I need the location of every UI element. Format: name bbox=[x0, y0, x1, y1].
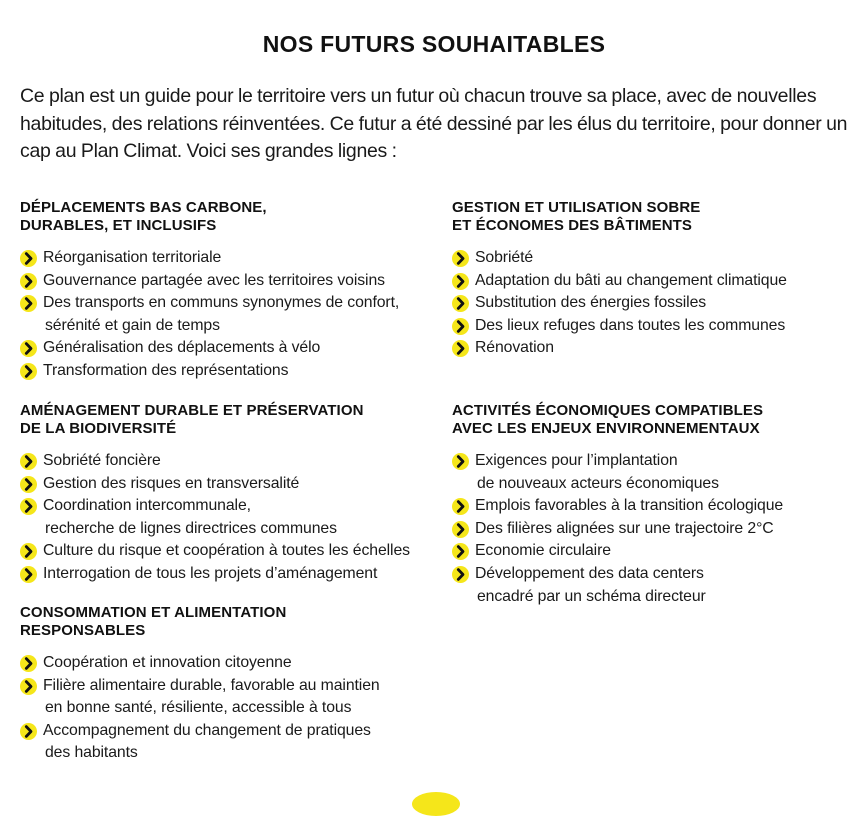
list-item-text: Gouvernance partagée avec les territoires voisins bbox=[43, 271, 385, 289]
chevron-right-icon bbox=[20, 655, 37, 672]
list-item bbox=[20, 495, 430, 540]
chevron-right-icon bbox=[20, 678, 37, 695]
section-title-line: RESPONSABLES bbox=[20, 621, 146, 639]
list-item bbox=[452, 337, 862, 360]
list-item-text: sérénité et gain de temps bbox=[45, 316, 220, 334]
list-item bbox=[20, 360, 430, 383]
section-title-line: GESTION ET UTILISATION SOBRE bbox=[452, 199, 701, 216]
chevron-right-icon bbox=[20, 498, 37, 515]
chevron-right-icon bbox=[20, 340, 37, 357]
list-item bbox=[20, 720, 430, 765]
list-item bbox=[20, 563, 430, 586]
list-item-text: de nouveaux acteurs économiques bbox=[477, 474, 719, 492]
list-item-text: Développement des data centers bbox=[475, 564, 704, 582]
section-batiments bbox=[452, 199, 862, 360]
list-item-text: Interrogation de tous les projets d’aménagement bbox=[43, 564, 378, 582]
section-title bbox=[452, 199, 862, 234]
section-title bbox=[452, 402, 862, 437]
section-title-line: ACTIVITÉS ÉCONOMIQUES COMPATIBLES bbox=[452, 402, 764, 419]
section-amenagement bbox=[20, 402, 430, 586]
bullet-list bbox=[20, 652, 430, 765]
chevron-right-icon bbox=[452, 566, 469, 583]
list-item-text: Gestion des risques en transversalité bbox=[43, 474, 300, 492]
list-item-text: des habitants bbox=[45, 744, 138, 762]
list-item-text: Réorganisation territoriale bbox=[43, 249, 222, 266]
chevron-right-icon bbox=[20, 566, 37, 583]
chevron-right-icon bbox=[452, 250, 469, 267]
list-item-text: Exigences pour l’implantation bbox=[475, 452, 678, 469]
list-item-text: Des lieux refuges dans toutes les communes bbox=[475, 316, 786, 334]
chevron-right-icon bbox=[452, 498, 469, 515]
list-item-text: Des filières alignées sur une trajectoire 2°C bbox=[475, 519, 774, 537]
chevron-right-icon bbox=[452, 273, 469, 290]
list-item bbox=[452, 450, 862, 495]
chevron-right-icon bbox=[452, 521, 469, 538]
chevron-right-icon bbox=[452, 340, 469, 357]
bullet-list bbox=[20, 450, 430, 586]
list-item-text: Culture du risque et coopération à toutes les échelles bbox=[43, 542, 410, 560]
list-item bbox=[452, 518, 862, 541]
page-title: NOS FUTURS SOUHAITABLES bbox=[262, 31, 606, 57]
list-item-text: Accompagnement du changement de pratiques bbox=[43, 721, 371, 739]
list-item bbox=[20, 450, 430, 473]
list-item-text: Coopération et innovation citoyenne bbox=[43, 654, 292, 671]
list-item bbox=[20, 675, 430, 720]
list-item-text: en bonne santé, résiliente, accessible à tous bbox=[45, 699, 352, 717]
chevron-right-icon bbox=[452, 543, 469, 560]
list-item-text: recherche de lignes directrices communes bbox=[45, 519, 337, 537]
intro-paragraph: Ce plan est un guide pour le territoire vers un futur où chacun trouve sa place, avec de nouvelles habitudes, des relations réinventées. Ce futur a été dessiné par les élus du territoire, pour donner un cap au Plan Climat. Voici ses grandes lignes : bbox=[20, 85, 848, 162]
chevron-right-icon bbox=[20, 363, 37, 380]
section-title-line: AVEC LES ENJEUX ENVIRONNEMENTAUX bbox=[452, 419, 760, 437]
chevron-right-icon bbox=[20, 295, 37, 312]
list-item-text: Transformation des représentations bbox=[43, 361, 289, 379]
chevron-right-icon bbox=[452, 295, 469, 312]
list-item-text: encadré par un schéma directeur bbox=[477, 587, 706, 605]
section-title-line: DE LA BIODIVERSITÉ bbox=[20, 419, 177, 437]
section-consommation bbox=[20, 604, 430, 765]
list-item bbox=[452, 292, 862, 315]
list-item bbox=[20, 652, 430, 675]
list-item-text: Coordination intercommunale, bbox=[43, 497, 251, 515]
section-title bbox=[20, 604, 430, 639]
list-item-text: Sobriété bbox=[475, 249, 534, 266]
list-item bbox=[20, 247, 430, 270]
bullet-list bbox=[452, 450, 862, 608]
list-item-text: Généralisation des déplacements à vélo bbox=[43, 339, 321, 357]
section-deplacements bbox=[20, 199, 430, 383]
section-title-line: DURABLES, ET INCLUSIFS bbox=[20, 216, 217, 234]
list-item-text: Rénovation bbox=[475, 339, 554, 357]
chevron-right-icon bbox=[20, 543, 37, 560]
list-item bbox=[452, 315, 862, 338]
list-item bbox=[20, 337, 430, 360]
chevron-right-icon bbox=[452, 453, 469, 470]
section-title-line: ET ÉCONOMES DES BÂTIMENTS bbox=[452, 216, 693, 234]
list-item bbox=[452, 540, 862, 563]
list-item bbox=[452, 247, 862, 270]
section-activites bbox=[452, 402, 862, 608]
list-item-text: Des transports en communs synonymes de confort, bbox=[43, 294, 400, 312]
list-item-text: Economie circulaire bbox=[475, 542, 611, 560]
bullet-list bbox=[452, 247, 862, 360]
bullet-list bbox=[20, 247, 430, 383]
list-item bbox=[20, 473, 430, 496]
list-item bbox=[452, 563, 862, 608]
list-item bbox=[452, 270, 862, 293]
chevron-right-icon bbox=[20, 723, 37, 740]
list-item-text: Adaptation du bâti au changement climatique bbox=[475, 271, 787, 289]
chevron-right-icon bbox=[452, 318, 469, 335]
section-title bbox=[20, 402, 430, 437]
section-title-line: DÉPLACEMENTS BAS CARBONE, bbox=[20, 199, 267, 216]
section-title bbox=[20, 199, 430, 234]
list-item bbox=[452, 495, 862, 518]
list-item-text: Substitution des énergies fossiles bbox=[475, 294, 707, 312]
list-item-text: Filière alimentaire durable, favorable au maintien bbox=[43, 676, 380, 694]
list-item bbox=[20, 540, 430, 563]
chevron-right-icon bbox=[20, 476, 37, 493]
section-title-line: AMÉNAGEMENT DURABLE ET PRÉSERVATION bbox=[20, 402, 364, 419]
list-item-text: Sobriété foncière bbox=[43, 452, 161, 469]
section-title-line: CONSOMMATION ET ALIMENTATION bbox=[20, 604, 287, 621]
chevron-right-icon bbox=[20, 273, 37, 290]
list-item-text: Emplois favorables à la transition écologique bbox=[475, 497, 784, 515]
decorative-yellow-circle bbox=[412, 792, 460, 816]
list-item bbox=[20, 292, 430, 337]
chevron-right-icon bbox=[20, 453, 37, 470]
chevron-right-icon bbox=[20, 250, 37, 267]
list-item bbox=[20, 270, 430, 293]
